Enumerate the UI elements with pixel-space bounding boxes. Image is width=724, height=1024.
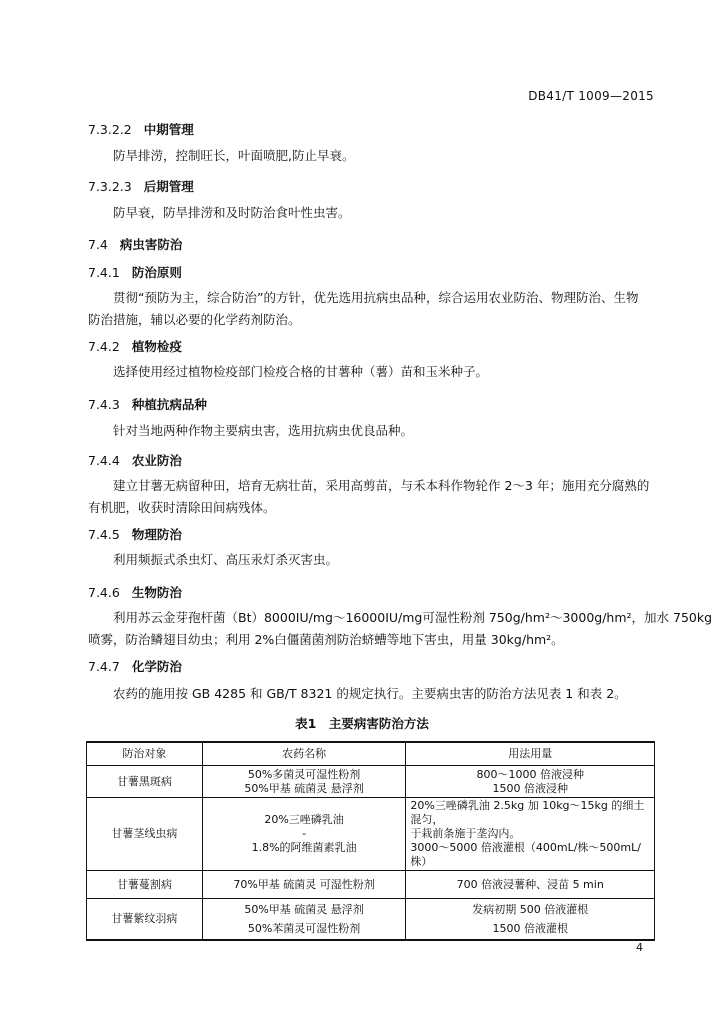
cell-line: 于栽前条施于垄沟内。 <box>410 827 521 840</box>
cell-line: 1500 倍液灌根 <box>492 922 568 935</box>
table-row <box>87 899 655 941</box>
paragraph: 防旱排涝，控制旺长，叶面喷肥,防止早衰。 <box>113 148 355 163</box>
paragraph <box>88 287 656 331</box>
cell-line: 800～1000 倍液浸种 <box>476 767 584 781</box>
cell-line: 1.8%的阿维菌素乳油 <box>251 841 357 854</box>
cell-usage: 700 倍液浸薯种、浸苗 5 min <box>406 871 655 899</box>
cell-line: 20%三唑磷乳油 2.5kg 加 10kg～15kg 的细土混匀， <box>410 799 645 826</box>
section-number: 7.3.2.2 <box>88 122 132 137</box>
heading-7-4-4 <box>88 451 182 469</box>
section-number: 7.4.7 <box>88 659 120 674</box>
heading-7-4-1 <box>88 263 182 281</box>
section-number: 7.4.1 <box>88 265 120 280</box>
cell-target: 甘薯黑斑病 <box>87 766 203 798</box>
cell-line: 20%三唑磷乳油 <box>264 813 344 826</box>
cell-target: 甘薯紫纹羽病 <box>87 899 203 941</box>
table-header-row <box>87 742 655 766</box>
section-title: 病虫害防治 <box>119 237 183 252</box>
document-code: DB41/T 1009—2015 <box>528 89 654 103</box>
table-caption: 表1 主要病害防治方法 <box>295 716 429 731</box>
section-number: 7.4.5 <box>88 527 120 542</box>
paragraph-line: 建立甘薯无病留种田，培育无病壮苗，采用高剪苗，与禾本科作物轮作 2～3 年；施用充分腐熟的 <box>113 478 650 493</box>
page-number: 4 <box>636 941 643 954</box>
paragraph-line: 防治措施，辅以必要的化学药剂防治。 <box>88 312 301 327</box>
cell-line: 50%甲基 硫菌灵 悬浮剂 <box>244 903 364 916</box>
cell-pesticide <box>202 798 406 871</box>
cell-line: 50%甲基 硫菌灵 悬浮剂 <box>244 781 364 795</box>
section-title: 中期管理 <box>143 122 194 137</box>
section-title: 防治原则 <box>131 265 182 280</box>
cell-line: 1500 倍液浸种 <box>492 781 568 795</box>
cell-target: 甘薯茎线虫病 <box>87 798 203 871</box>
section-title: 种植抗病品种 <box>131 397 207 412</box>
cell-usage <box>406 766 655 798</box>
disease-control-table <box>86 741 655 941</box>
heading-7-4-7 <box>88 657 182 675</box>
cell-pesticide <box>202 766 406 798</box>
cell-usage <box>406 798 655 871</box>
column-header-target: 防治对象 <box>87 742 203 766</box>
cell-usage <box>406 899 655 941</box>
column-header-pesticide: 农药名称 <box>202 742 406 766</box>
section-title: 农业防治 <box>131 453 182 468</box>
paragraph <box>88 475 656 519</box>
column-header-usage: 用法用量 <box>406 742 655 766</box>
paragraph: 利用频振式杀虫灯、高压汞灯杀灭害虫。 <box>113 552 339 567</box>
heading-7-4 <box>88 235 182 253</box>
table-row <box>87 798 655 871</box>
cell-line: 50%苯菌灵可湿性粉剂 <box>247 922 361 935</box>
paragraph: 防早衰，防旱排涝和及时防治食叶性虫害。 <box>113 205 351 220</box>
section-title: 化学防治 <box>131 659 182 674</box>
section-number: 7.4.3 <box>88 397 120 412</box>
heading-7-4-6 <box>88 583 182 601</box>
cell-line: - <box>302 827 307 840</box>
paragraph-line: 有机肥，收获时清除田间病残体。 <box>88 500 276 515</box>
paragraph <box>88 607 713 651</box>
heading-7-4-3 <box>88 395 207 413</box>
section-number: 7.3.2.3 <box>88 179 132 194</box>
paragraph-line: 利用苏云金芽孢杆菌（Bt）8000IU/mg～16000IU/mg可湿性粉剂 750g/hm²～3000g/hm²，加水 750kg <box>113 610 713 625</box>
cell-line: 50%多菌灵可湿性粉剂 <box>247 767 361 781</box>
paragraph-line: 喷雾，防治鳞翅目幼虫；利用 2%白僵菌菌剂防治蛴螬等地下害虫，用量 30kg/hm²。 <box>88 632 564 647</box>
section-number: 7.4 <box>88 237 108 252</box>
table-row <box>87 766 655 798</box>
heading-7-4-5 <box>88 525 182 543</box>
heading-7-3-2-3 <box>88 177 194 195</box>
section-title: 生物防治 <box>131 585 182 600</box>
section-number: 7.4.6 <box>88 585 120 600</box>
section-title: 植物检疫 <box>131 339 182 354</box>
cell-pesticide <box>202 899 406 941</box>
paragraph: 农药的施用按 GB 4285 和 GB/T 8321 的规定执行。主要病虫害的防治方法见表 1 和表 2。 <box>113 686 627 701</box>
paragraph-line: 贯彻“预防为主，综合防治”的方针，优先选用抗病虫品种，综合运用农业防治、物理防治、生物 <box>113 290 639 305</box>
section-number: 7.4.2 <box>88 339 120 354</box>
cell-pesticide: 70%甲基 硫菌灵 可湿性粉剂 <box>202 871 406 899</box>
table-row <box>87 871 655 899</box>
paragraph: 选择使用经过植物检疫部门检疫合格的甘薯种（薯）苗和玉米种子。 <box>113 364 489 379</box>
section-title: 后期管理 <box>143 179 194 194</box>
heading-7-3-2-2 <box>88 120 194 138</box>
section-number: 7.4.4 <box>88 453 120 468</box>
section-title: 物理防治 <box>131 527 182 542</box>
cell-line: 发病初期 500 倍液灌根 <box>472 903 589 916</box>
heading-7-4-2 <box>88 337 182 355</box>
paragraph: 针对当地两种作物主要病虫害，选用抗病虫优良品种。 <box>113 423 414 438</box>
cell-line: 3000～5000 倍液灌根（400mL/株～500mL/株） <box>410 841 641 868</box>
cell-target: 甘薯蔓割病 <box>87 871 203 899</box>
